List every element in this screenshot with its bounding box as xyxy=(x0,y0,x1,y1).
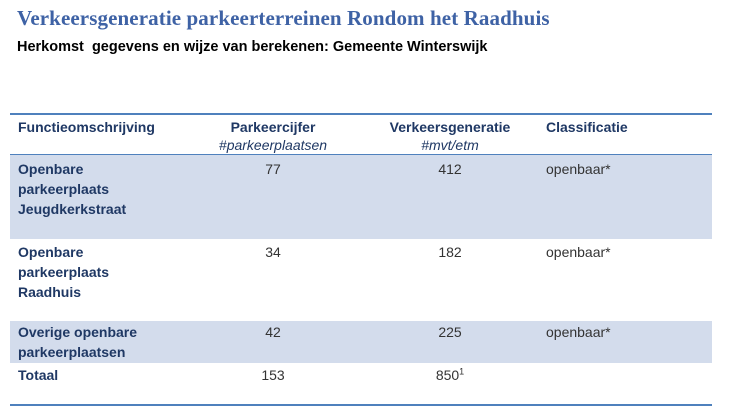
table-bottom-rule xyxy=(10,404,712,406)
header-parkeercijfer-unit: #parkeerplaatsen xyxy=(218,137,328,153)
row-name-line: parkeerplaatsen xyxy=(18,344,126,360)
footnote-marker: 1 xyxy=(459,366,465,377)
table-top-rule xyxy=(10,113,712,115)
row-name-line: Openbare xyxy=(18,244,84,260)
row-verkeersgeneratie: 412 xyxy=(438,161,462,177)
header-classificatie: Classificatie xyxy=(546,119,628,135)
row-verkeersgeneratie: 225 xyxy=(438,324,462,340)
total-label: Totaal xyxy=(18,367,59,383)
row-classificatie: openbaar* xyxy=(546,244,611,260)
header-verkeersgeneratie: Verkeersgeneratie xyxy=(389,119,511,135)
row-classificatie: openbaar* xyxy=(546,324,611,340)
header-functieomschrijving: Functieomschrijving xyxy=(18,119,155,135)
row-name-line: parkeerplaats xyxy=(18,264,110,280)
page-title: Verkeersgeneratie parkeerterreinen Rondom het Raadhuis xyxy=(17,6,550,30)
row-classificatie: openbaar* xyxy=(546,161,611,177)
total-verkeersgeneratie xyxy=(375,365,525,385)
row-parkeercijfer: 34 xyxy=(265,244,281,260)
total-parkeercijfer: 153 xyxy=(261,367,285,383)
total-verkeersgeneratie-value: 850 xyxy=(435,367,460,383)
row-parkeercijfer: 77 xyxy=(265,161,281,177)
header-parkeercijfer: Parkeercijfer xyxy=(230,119,316,135)
row-name-line: Openbare xyxy=(18,161,84,177)
row-name-line: parkeerplaats xyxy=(18,181,110,197)
header-verkeersgeneratie-unit: #mvt/etm xyxy=(421,137,479,153)
row-parkeercijfer: 42 xyxy=(265,324,281,340)
row-name-line: Raadhuis xyxy=(18,284,82,300)
source-subtitle: Herkomst gegevens en wijze van berekenen: Gemeente Winterswijk xyxy=(17,39,488,55)
row-name-line: Jeugdkerkstraat xyxy=(18,201,127,217)
row-name-line: Overige openbare xyxy=(18,324,138,340)
row-verkeersgeneratie: 182 xyxy=(438,244,462,260)
